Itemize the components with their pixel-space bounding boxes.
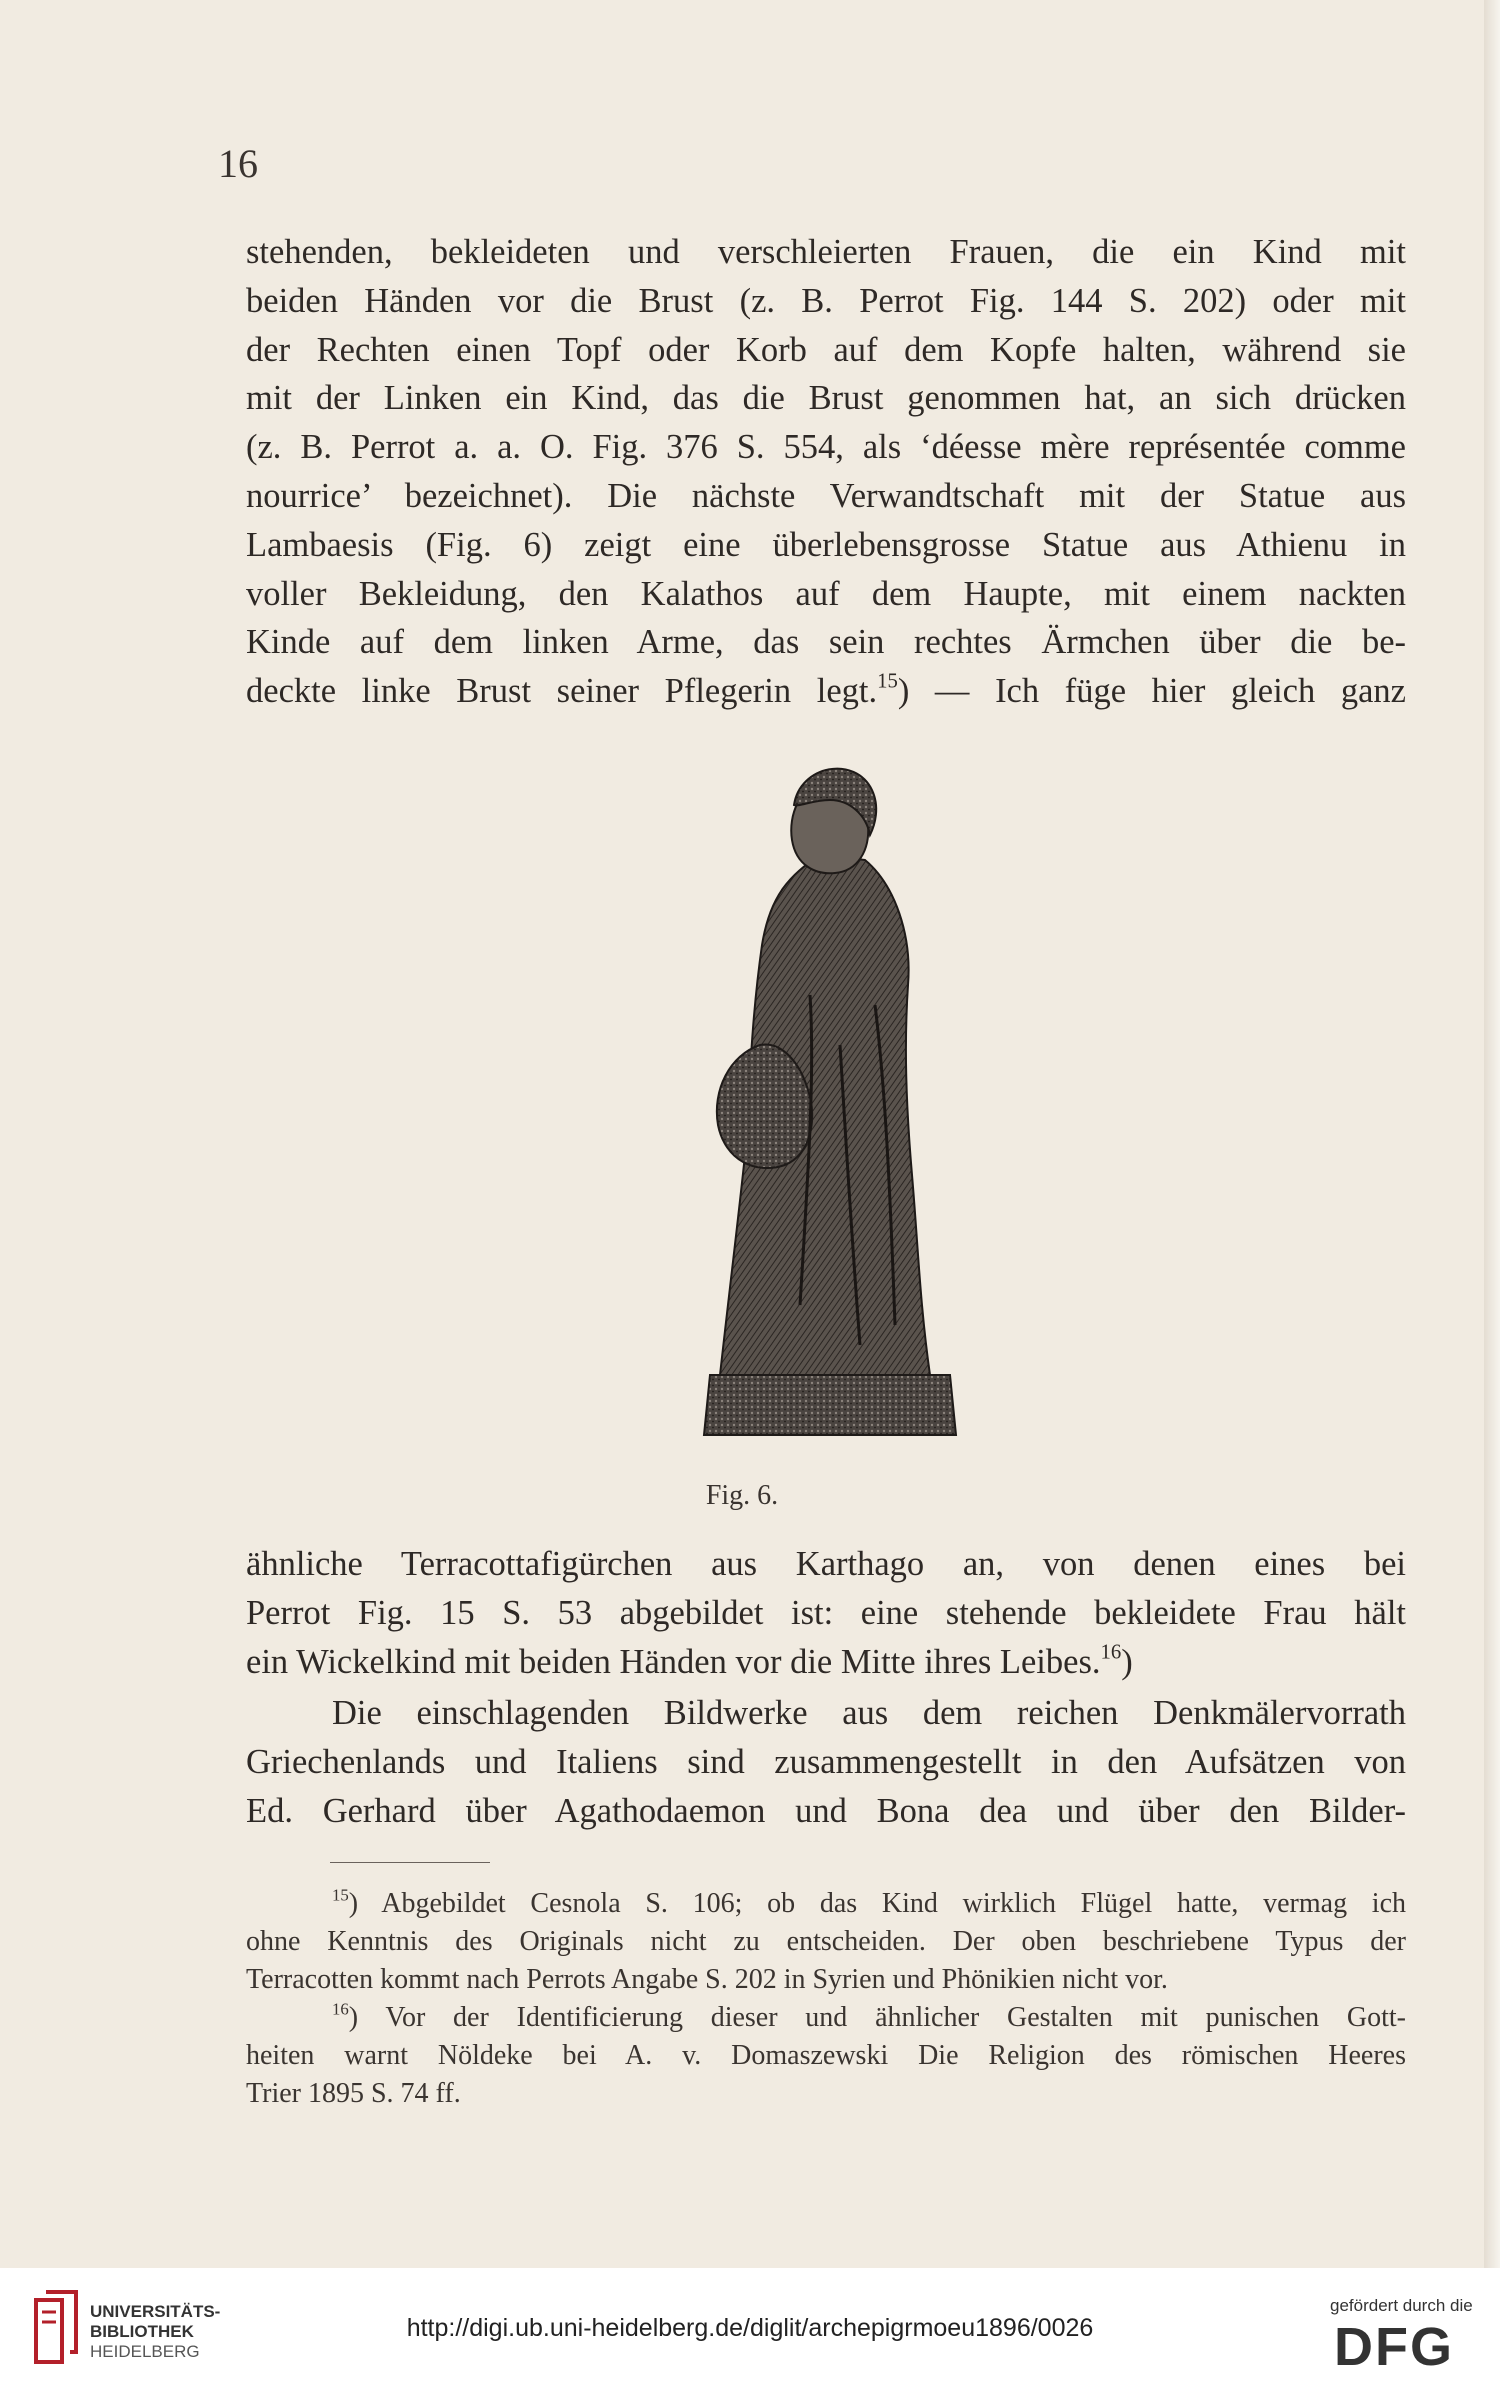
dfg-logo[interactable]: DFG <box>1334 2317 1454 2377</box>
figure-caption: Fig. 6. <box>705 1480 779 1511</box>
text-line: beiden Händen vor die Brust (z. B. Perrot Fig. 144 S. 202) oder mit <box>246 281 1406 320</box>
text-fragment: deckte linke Brust seiner Pflegerin legt. <box>246 672 878 711</box>
text-fragment: ) Abgebildet Cesnola S. 106; ob das Kind wirklich Flügel hatte, vermag ich <box>348 1888 1406 1919</box>
footnote-line: ohne Kenntnis des Originals nicht zu entscheiden. Der oben beschriebene Typus der <box>246 1926 1406 1957</box>
text-line: Kinde auf dem linken Arme, das sein rechtes Ärmchen über die be- <box>246 623 1406 662</box>
text-line: ähnliche Terracottafigürchen aus Karthago an, von denen eines bei <box>246 1545 1406 1583</box>
text-line: (z. B. Perrot a. a. O. Fig. 376 S. 554, als ‘déesse mère représentée comme <box>246 428 1406 467</box>
text-line: Griechenlands und Italiens sind zusammengestellt in den Aufsätzen von <box>246 1742 1406 1781</box>
text-fragment: ) — Ich füge hier gleich ganz <box>897 672 1406 711</box>
text-line: Die einschlagenden Bildwerke aus dem reichen Denkmälervorrath <box>332 1694 1406 1732</box>
text-line <box>246 1638 1406 1687</box>
library-name-line: BIBLIOTHEK <box>90 2322 194 2341</box>
funding-caption: gefördert durch die <box>1330 2296 1473 2315</box>
text-line: stehenden, bekleideten und verschleierten Frauen, die ein Kind mit <box>246 233 1406 271</box>
text-line: voller Bekleidung, den Kalathos auf dem Haupte, mit einem nackten <box>246 574 1406 613</box>
statue-figure-image <box>690 745 970 1445</box>
text-fragment: ) <box>1121 1642 1133 1681</box>
footnote-marker: 15 <box>332 1885 349 1905</box>
paragraph-2 <box>246 1540 1406 1686</box>
text-line: Perrot Fig. 15 S. 53 abgebildet ist: eine stehende bekleidete Frau hält <box>246 1593 1406 1632</box>
text-fragment: ein Wickelkind mit beiden Händen vor die Mitte ihres Leibes. <box>246 1642 1101 1681</box>
footnote-16 <box>246 1999 1406 2037</box>
text-line: der Rechten einen Topf oder Korb auf dem Kopfe halten, während sie <box>246 330 1406 369</box>
page-number: 16 <box>218 141 258 186</box>
footnote-line: heiten warnt Nöldeke bei A. v. Domaszewski Die Religion des römischen Heeres <box>246 2040 1406 2071</box>
footnote-marker: 16 <box>332 1999 349 2019</box>
footnote-ref-16[interactable]: 16 <box>1100 1641 1122 1664</box>
library-name-line: UNIVERSITÄTS- <box>90 2302 221 2321</box>
text-line: Lambaesis (Fig. 6) zeigt eine überlebensgrosse Statue aus Athienu in <box>246 525 1406 564</box>
footnotes <box>246 1885 1406 2113</box>
text-line <box>246 667 1406 716</box>
footnote-line: Terracotten kommt nach Perrots Angabe S. 202 in Syrien und Phönikien nicht vor. <box>246 1964 1168 1995</box>
paragraph-3 <box>246 1689 1406 1835</box>
text-fragment: ) Vor der Identificierung dieser und ähnlicher Gestalten mit punischen Gott- <box>348 2002 1406 2033</box>
permalink-url[interactable]: http://digi.ub.uni-heidelberg.de/diglit/archepigrmoeu1896/0026 <box>406 2314 1094 2342</box>
text-line: Ed. Gerhard über Agathodaemon und Bona dea und über den Bilder- <box>246 1791 1406 1830</box>
text-line: nourrice’ bezeichnet). Die nächste Verwandtschaft mit der Statue aus <box>246 476 1406 515</box>
footnote-ref-15[interactable]: 15 <box>877 670 898 693</box>
library-name-line: HEIDELBERG <box>90 2342 200 2361</box>
paragraph-1 <box>246 228 1406 716</box>
footnote-line: Trier 1895 S. 74 ff. <box>246 2078 461 2109</box>
text-line: mit der Linken ein Kind, das die Brust genommen hat, an sich drücken <box>246 379 1406 418</box>
page-edge-shadow <box>1484 0 1500 2268</box>
footnote-separator <box>330 1862 490 1863</box>
footnote-15 <box>246 1885 1406 1923</box>
